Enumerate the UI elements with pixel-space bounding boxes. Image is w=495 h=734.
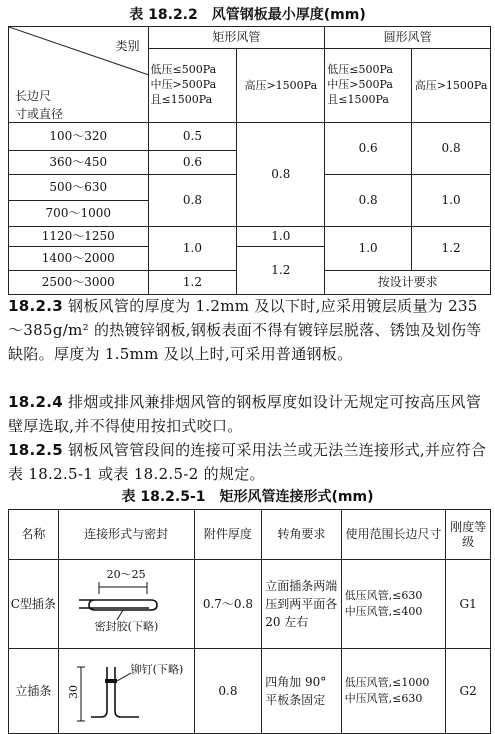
rect-high-header: 高压>1500Pa — [237, 49, 325, 123]
row-name: 立插条 — [9, 649, 59, 734]
long-side-label-2: 寸或直径 — [15, 107, 64, 121]
clause-number: 18.2.3 — [8, 297, 63, 315]
col-header-thickness: 附件厚度 — [194, 510, 262, 560]
table1-caption: 表 18.2.2 风管钢板最小厚度(mm) — [129, 7, 366, 23]
rect-h-cell: 1.0 — [237, 227, 325, 247]
round-h-cell: 1.2 — [412, 227, 491, 271]
size-cell: 1400～2000 — [9, 247, 149, 271]
round-lm-cell: 0.8 — [325, 175, 412, 227]
row-use: 低压风管,≤1000 中压风管,≤630 — [341, 649, 446, 734]
category-label: 类别 — [115, 39, 140, 53]
size-cell: 100～320 — [9, 123, 149, 151]
round-low-mid-header: 低压≤500Pa 中压>500Pa 且≤1500Pa — [325, 49, 412, 123]
min-thickness-table — [8, 26, 491, 295]
rect-lm-cell: 0.6 — [148, 151, 237, 175]
round-design-cell: 按设计要求 — [325, 271, 491, 295]
row-thickness: 0.7～0.8 — [194, 560, 262, 649]
round-h-cell: 1.0 — [412, 175, 491, 227]
connection-table — [8, 509, 491, 734]
size-cell: 700～1000 — [9, 201, 149, 227]
dimension-label: 20～25 — [106, 568, 146, 581]
paragraph-18-2-3 — [8, 294, 492, 366]
clause-number: 18.2.5 — [8, 441, 63, 459]
row-turn: 立面插条两端压到两平面各 20 左右 — [262, 560, 341, 649]
rect-h-cell: 1.2 — [237, 247, 325, 295]
round-high-header: 高压>1500Pa — [412, 49, 491, 123]
rect-low-mid-header: 低压≤500Pa 中压>500Pa 且≤1500Pa — [148, 49, 237, 123]
rect-lm-cell: 0.8 — [148, 175, 237, 227]
paragraph-18-2-4 — [8, 390, 492, 438]
col-header-name: 名称 — [9, 510, 59, 560]
row-turn: 四角加 90° 平板条固定 — [262, 649, 341, 734]
seal-label: 密封胶(下略) — [94, 620, 159, 633]
clause-number: 18.2.4 — [8, 393, 63, 411]
round-lm-cell: 1.0 — [325, 227, 412, 271]
table2-caption: 表 18.2.5-1 矩形风管连接形式(mm) — [121, 489, 374, 505]
col-header-use: 使用范围长边尺寸 — [341, 510, 446, 560]
dimension-label: 30 — [66, 685, 80, 699]
rivet-label: 铆钉(下略) — [130, 663, 184, 676]
round-lm-cell: 0.6 — [325, 123, 412, 175]
row-thickness: 0.8 — [194, 649, 262, 734]
rect-duct-header: 矩形风管 — [148, 27, 325, 49]
clause-text: 钢板风管的厚度为 1.2mm 及以下时,应采用镀层质量为 235～385g/m² 的热镀锌钢板,钢板表面不得有镀锌层脱落、锈蚀及划伤等缺陷。厚度为 1.5mm 及以上时,可采用普通钢板。 — [8, 297, 482, 363]
rect-lm-cell: 1.0 — [148, 227, 237, 271]
table1-corner-header — [9, 27, 149, 123]
size-cell: 1120～1250 — [9, 227, 149, 247]
row-grade: G2 — [446, 649, 491, 734]
row-name: C型插条 — [9, 560, 59, 649]
standing-clip-diagram — [58, 649, 194, 734]
round-duct-header: 圆形风管 — [325, 27, 491, 49]
round-h-cell: 0.8 — [412, 123, 491, 175]
c-clip-diagram — [58, 560, 194, 649]
row-grade: G1 — [446, 560, 491, 649]
col-header-turn: 转角要求 — [262, 510, 341, 560]
paragraph-18-2-5 — [8, 438, 492, 486]
long-side-label-1: 长边尺 — [15, 89, 52, 103]
size-cell: 2500～3000 — [9, 271, 149, 295]
col-header-grade: 刚度等级 — [446, 510, 491, 560]
clause-text: 排烟或排风兼排烟风管的钢板厚度如设计无规定可按高压风管壁厚选取,并不得使用按扣式咬口。 — [8, 393, 482, 435]
rect-h-cell: 0.8 — [237, 123, 325, 227]
clause-text: 钢板风管管段间的连接可采用法兰或无法兰连接形式,并应符合表 18.2.5-1 或表 18.2.5-2 的规定。 — [8, 441, 487, 483]
size-cell: 500～630 — [9, 175, 149, 201]
rect-lm-cell: 1.2 — [148, 271, 237, 295]
rect-lm-cell: 0.5 — [148, 123, 237, 151]
col-header-form: 连接形式与密封 — [58, 510, 194, 560]
size-cell: 360～450 — [9, 151, 149, 175]
row-use: 低压风管,≤630 中压风管,≤400 — [341, 560, 446, 649]
